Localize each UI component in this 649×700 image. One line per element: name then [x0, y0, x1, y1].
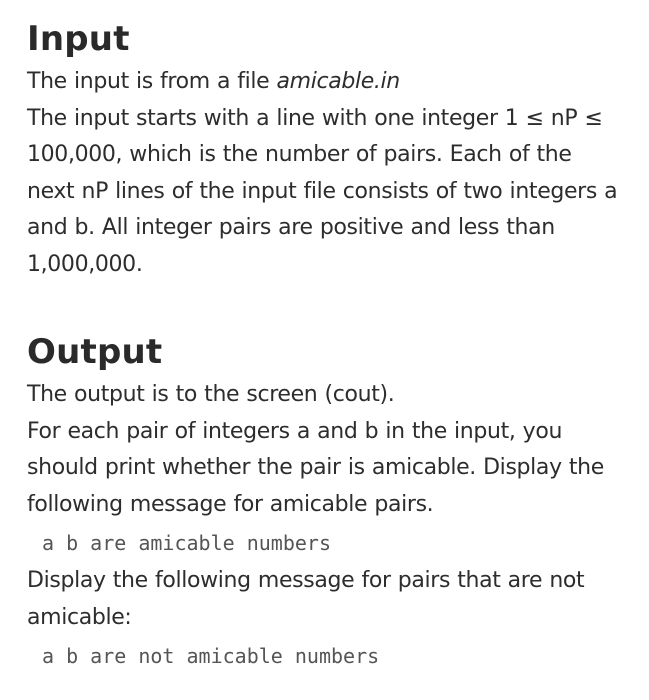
input-filename: amicable.in [276, 69, 400, 94]
section-spacer [27, 283, 629, 327]
output-heading: Output [27, 332, 163, 372]
output-section [27, 327, 629, 676]
output-description: For each pair of integers a and b in the input, you should print whether the pair is amicable. Display the following message for amicable pairs. [27, 418, 604, 517]
input-section [27, 14, 629, 283]
input-source-prefix: The input is from a file [27, 69, 277, 94]
input-description: The input starts with a line with one integer 1 ≤ nP ≤ 100,000, which is the number of pairs. Each of the next nP lines of the input file consists of two integers a and b. All integer pairs are positive and less than 1,000,000. [27, 105, 618, 277]
amicable-message-code: a b are amicable numbers [42, 531, 331, 555]
not-amicable-intro: Display the following message for pairs that are not amicable: [27, 568, 585, 630]
not-amicable-message-code: a b are not amicable numbers [42, 644, 380, 668]
input-heading: Input [27, 19, 130, 59]
output-destination-line: The output is to the screen (cout). [27, 382, 395, 407]
input-source-line [27, 64, 629, 101]
